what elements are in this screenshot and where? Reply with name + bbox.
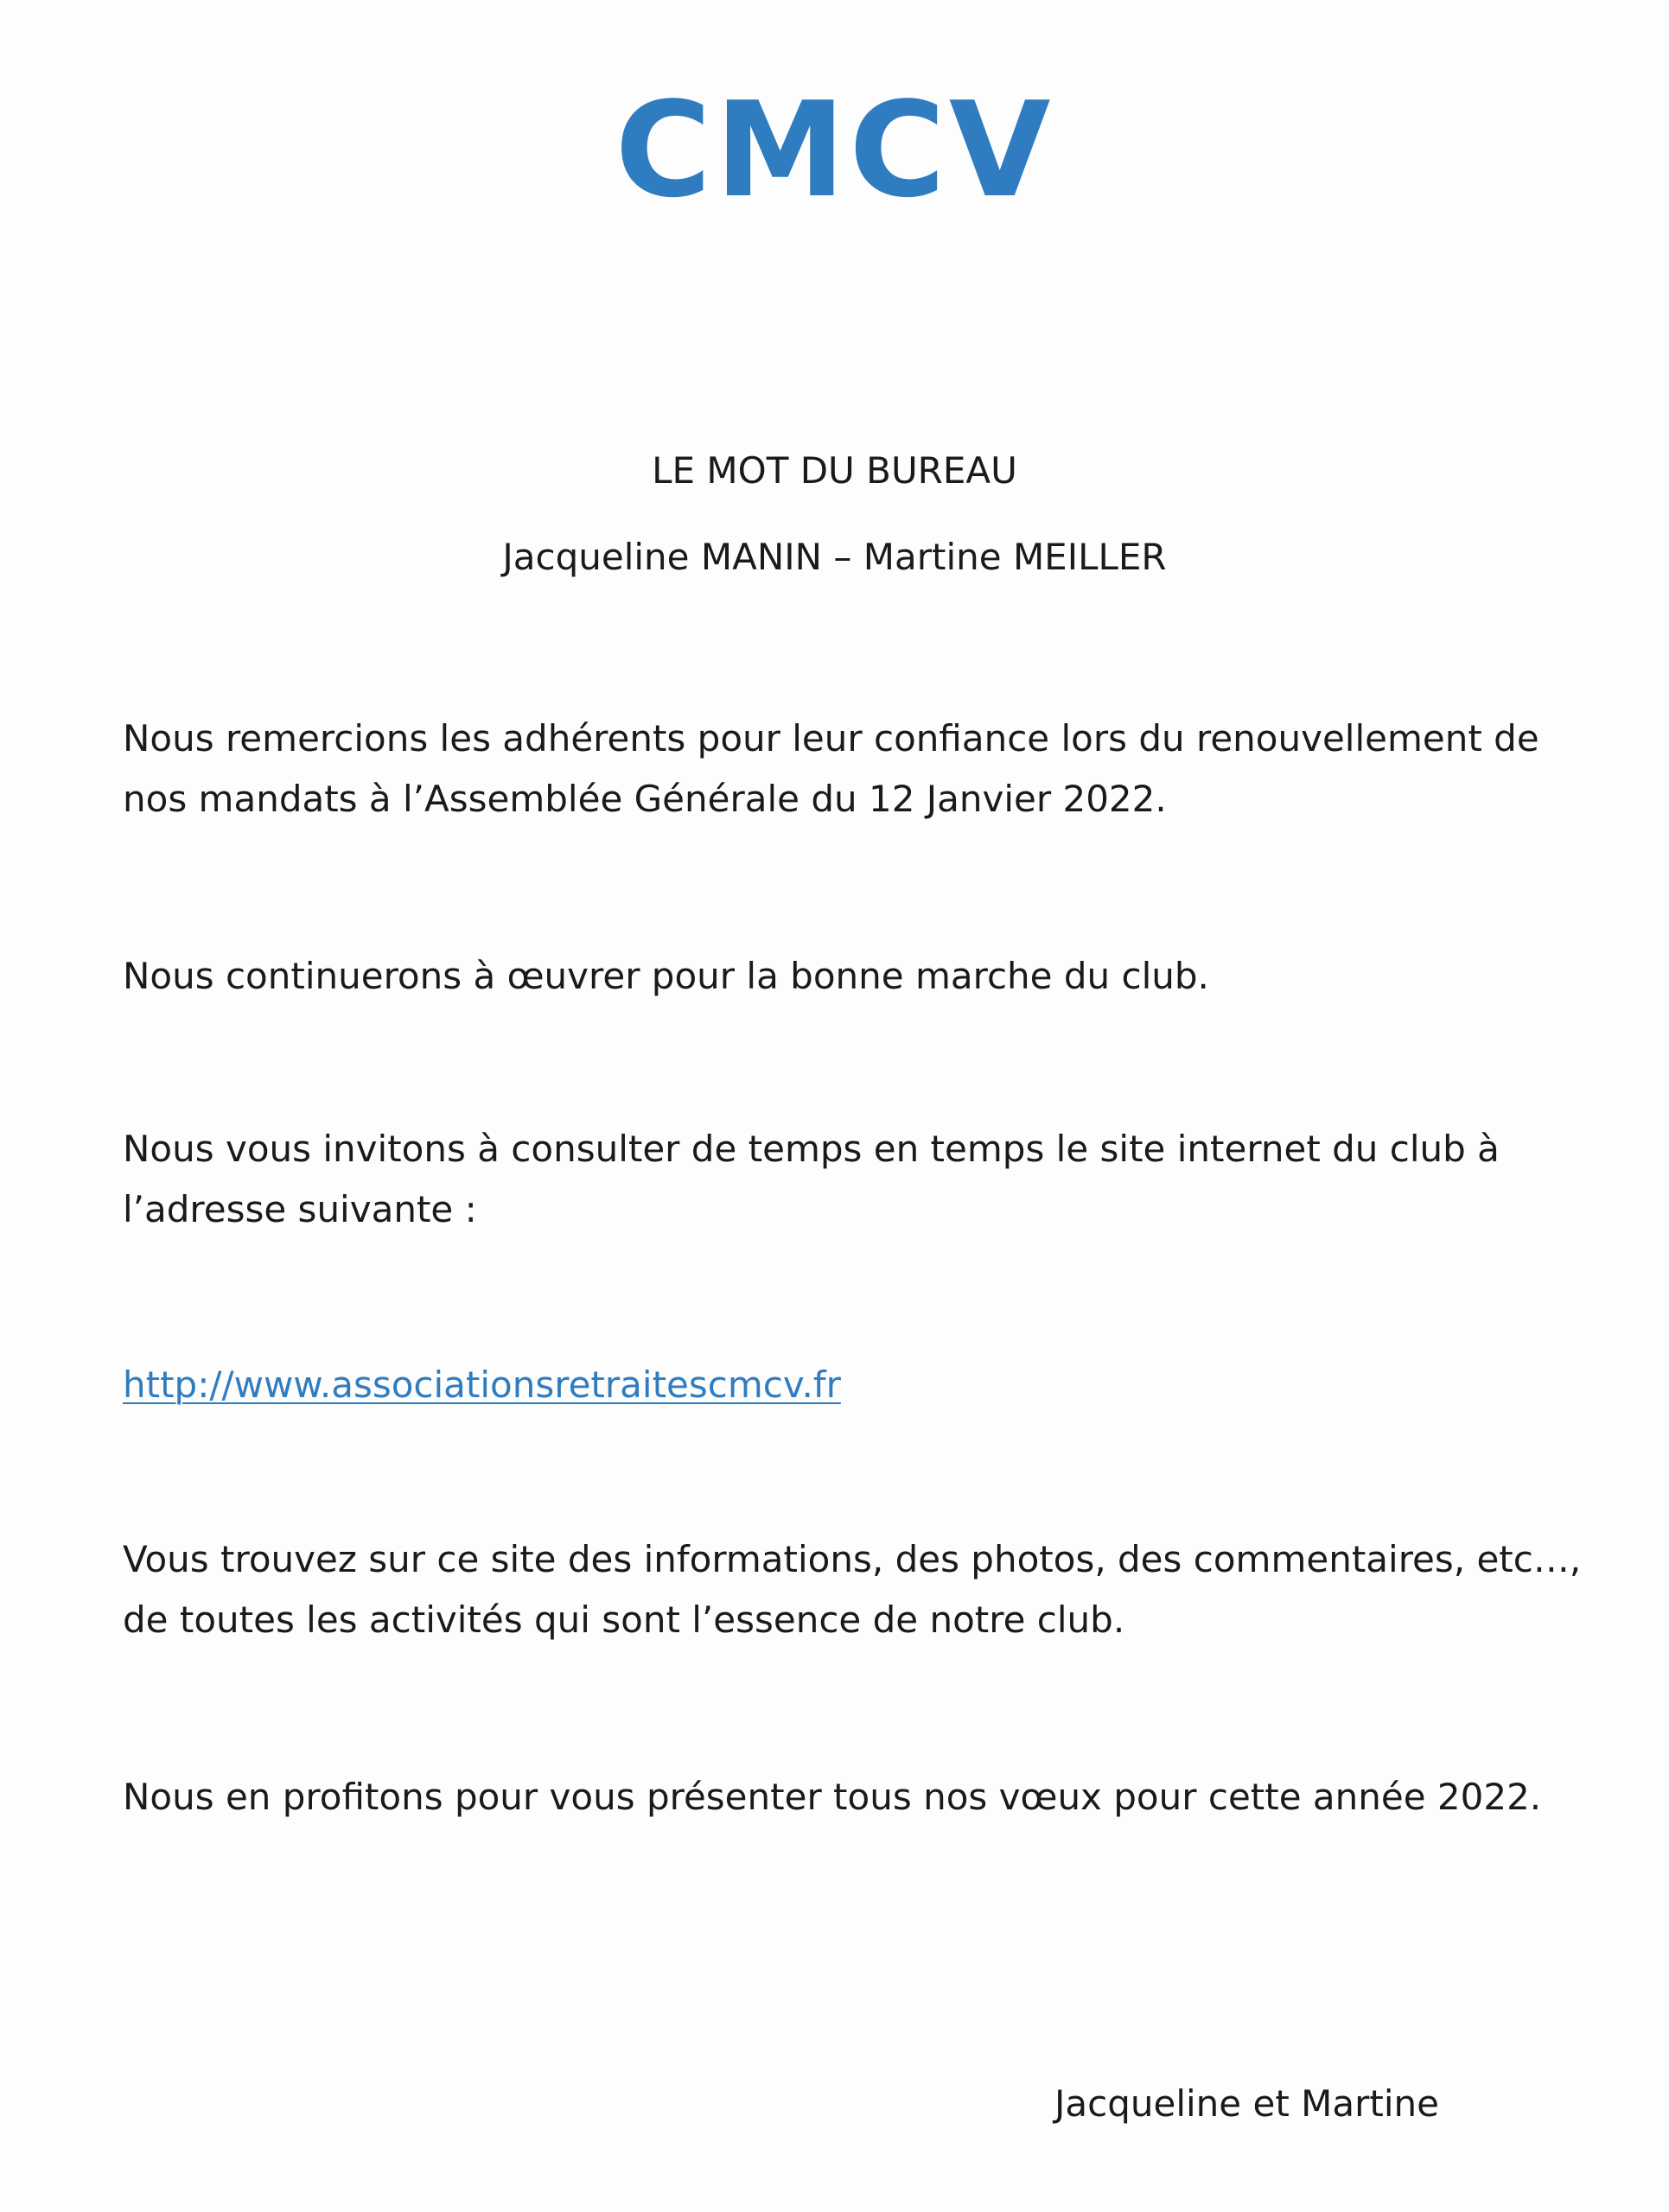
paragraph-site-info: Vous trouvez sur ce site des informations, des photos, des commentaires, etc…, de toutes les activités qui sont l’essence de notre club. bbox=[123, 1538, 1582, 1641]
paragraph-wishes: Nous en profitons pour vous présenter tous nos vœux pour cette année 2022. bbox=[123, 1776, 1542, 1818]
cmcv-logo: CMCV bbox=[615, 73, 1054, 226]
page-title: LE MOT DU BUREAU bbox=[652, 449, 1017, 492]
paragraph-continue: Nous continuerons à œuvrer pour la bonne marche du club. bbox=[123, 955, 1209, 997]
website-link[interactable]: http://www.associationsretraitescmcv.fr bbox=[123, 1363, 841, 1406]
authors-line: Jacqueline MANIN – Martine MEILLER bbox=[502, 536, 1167, 578]
paragraph-thanks: Nous remercions les adhérents pour leur confiance lors du renouvellement de nos mandats à l’Assemblée Générale du 12 Janvier 2022. bbox=[123, 717, 1539, 820]
paragraph-invite: Nous vous invitons à consulter de temps en temps le site internet du club à l’adresse suivante : bbox=[123, 1128, 1500, 1230]
signature: Jacqueline et Martine bbox=[1054, 2082, 1439, 2125]
